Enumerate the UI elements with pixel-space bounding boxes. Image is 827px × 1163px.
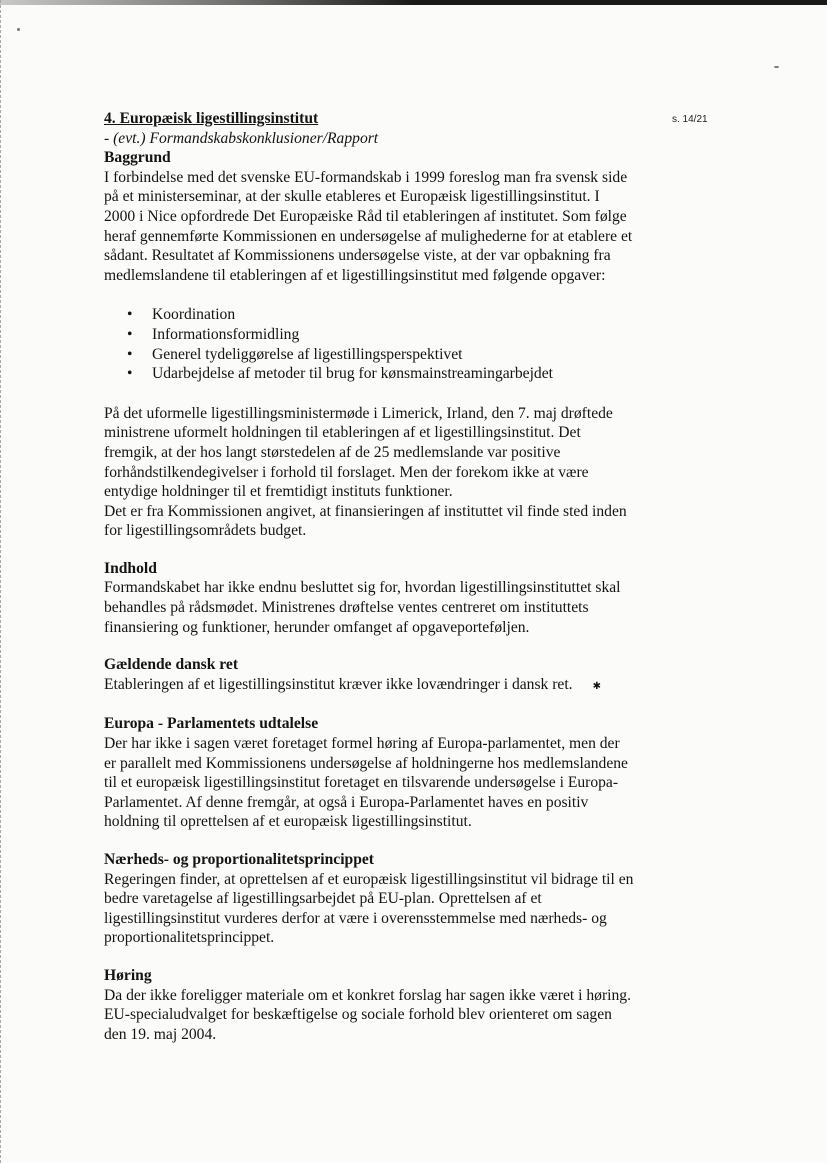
paragraph xyxy=(104,675,634,697)
bullet-icon: • xyxy=(127,325,133,343)
section-heading: Nærheds- og proportionalitetsprincippet xyxy=(104,851,375,868)
scan-speck xyxy=(17,28,20,31)
list-item-text: Generel tydeliggørelse af ligestillingsperspektivet xyxy=(152,345,463,363)
section-naerhed xyxy=(104,850,634,948)
task-list xyxy=(104,305,634,383)
section-heading: Baggrund xyxy=(104,149,171,167)
section-heading: Høring xyxy=(104,966,152,984)
section-heading: Europa - Parlamentets udtalelse xyxy=(104,715,319,733)
paragraph: Det er fra Kommissionen angivet, at finansieringen af instituttet vil finde sted inden for ligestillingsområdets budget. xyxy=(104,502,627,540)
bullet-icon: • xyxy=(127,306,133,324)
bullet-icon: • xyxy=(127,345,133,363)
paragraph: Der har ikke i sagen været foretaget formel høring af Europa-parlamentet, men der er parallelt med Kommissionens undersøgelse af holdningerne hos medlemslandene til et europæisk ligestillingsinstitut foretaget en tilsvarende undersøgelse i Europa-Parlamentet. Af denne fremgår, at også i Europa-Parlamentet haves en positiv holdning til oprettelsen af et europæisk ligestillingsinstitut. xyxy=(104,735,628,831)
paragraph: Formandskabet har ikke endnu besluttet sig for, hvordan ligestillingsinstituttet skal behandles på rådsmødet. Ministrenes drøftelse ventes centreret om instituttets finansiering og funktioner, herunder omfanget af opgaveporteføljen. xyxy=(104,579,621,636)
paragraph: Regeringen finder, at oprettelsen af et europæisk ligestillingsinstitut vil bidrage til en bedre varetagelse af ligestillingsarbejdet på EU-plan. Oprettelsen af et ligestillingsinstitut vurderes derfor at være i overensstemmelse med nærheds- og proportionalitetsprincippet. xyxy=(104,870,634,947)
section-dansk-ret xyxy=(104,655,634,696)
list-item xyxy=(104,364,634,384)
section-heading: Indhold xyxy=(104,559,157,577)
paragraph-text: Etableringen af et ligestillingsinstitut kræver ikke lovændringer i dansk ret. xyxy=(104,675,573,693)
document-title: 4. Europæisk ligestillingsinstitut xyxy=(104,110,319,127)
bullet-icon: • xyxy=(127,365,133,383)
list-item-text: Koordination xyxy=(152,306,236,324)
section-heading: Gældende dansk ret xyxy=(104,656,239,674)
page-number: s. 14/21 xyxy=(672,114,708,125)
list-item xyxy=(104,345,634,365)
document-subtitle: - (evt.) Formandskabskonklusioner/Rapport xyxy=(104,129,379,147)
paragraph: På det uformelle ligestillingsministermøde i Limerick, Irland, den 7. maj drøftede ministrene uformelt holdningen til etableringen af et ligestillingsinstitut. Det fremgik, at der hos langt størstedelen af de 25 medlemslande var positive forhåndstilkendegivelser i forhold til forslaget. Men der forekom ikke at være entydige holdninger til et fremtidigt instituts funktioner. xyxy=(104,404,613,501)
scan-mark-icon: ✱ xyxy=(592,680,601,692)
paragraph: I forbindelse med det svenske EU-formandskab i 1999 foreslog man fra svensk side på et ministerseminar, at der skulle etableres et Europæisk ligestillingsinstitut. I 2000 i Nice opfordrede Det Europæiske Råd til etableringen af institutet. Som følge heraf gennemførte Kommissionen en undersøgelse af mulighederne for at etablere et sådant. Resultatet af Kommissionens undersøgelse viste, at der var opbakning fra medlemslandene til etableringen af et ligestillingsinstitut med følgende opgaver: xyxy=(104,168,633,284)
section-hoering xyxy=(104,966,634,1044)
list-item-text: Informationsformidling xyxy=(152,325,300,343)
paragraph: Da der ikke foreligger materiale om et konkret forslag har sagen ikke været i høring. EU-specialudvalget for beskæftigelse og sociale forhold blev orienteret om sagen den 19. maj 2004. xyxy=(104,986,631,1043)
document-body xyxy=(104,109,634,1062)
list-item xyxy=(104,325,634,345)
scan-edge-left xyxy=(0,0,4,1163)
list-item xyxy=(104,305,634,325)
list-item-text: Udarbejdelse af metoder til brug for kønsmainstreamingarbejdet xyxy=(152,365,553,383)
scan-edge-top xyxy=(0,0,827,5)
section-indhold xyxy=(104,559,634,637)
scan-speck xyxy=(774,66,779,68)
section-parlament xyxy=(104,714,634,832)
section-baggrund xyxy=(104,148,634,541)
